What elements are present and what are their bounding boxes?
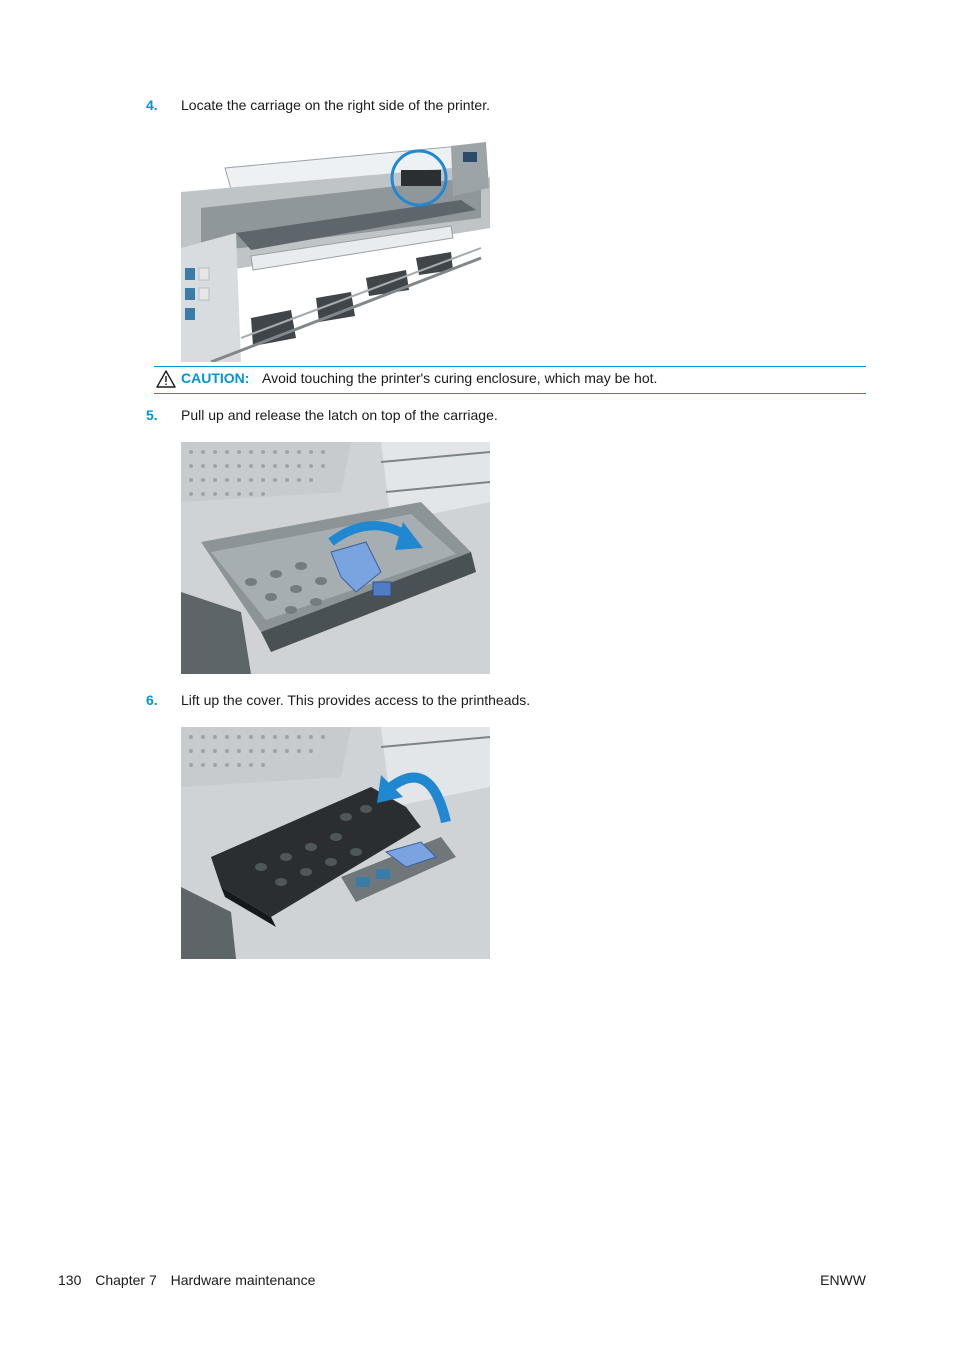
chapter-label: Chapter 7 [95, 1272, 157, 1288]
step-text: Pull up and release the latch on top of the carriage. [181, 407, 498, 423]
step-number: 4. [146, 97, 158, 113]
step-number: 5. [146, 407, 158, 423]
section-title: Hardware maintenance [170, 1272, 316, 1288]
step-text: Locate the carriage on the right side of the printer. [181, 97, 490, 113]
printer-overview-figure [181, 138, 490, 362]
caution-note [154, 366, 866, 394]
page-footer-right: ENWW [820, 1272, 866, 1288]
caution-text: Avoid touching the printer's curing enclosure, which may be hot. [262, 370, 658, 386]
caution-label: CAUTION: [181, 370, 250, 386]
step-number: 6. [146, 692, 158, 708]
page-number: 130 [58, 1272, 82, 1288]
step-text: Lift up the cover. This provides access to the printheads. [181, 692, 531, 708]
lift-cover-figure [181, 727, 490, 959]
warning-triangle-icon [156, 370, 176, 388]
page-footer-left [58, 1272, 325, 1288]
release-latch-figure [181, 442, 490, 674]
